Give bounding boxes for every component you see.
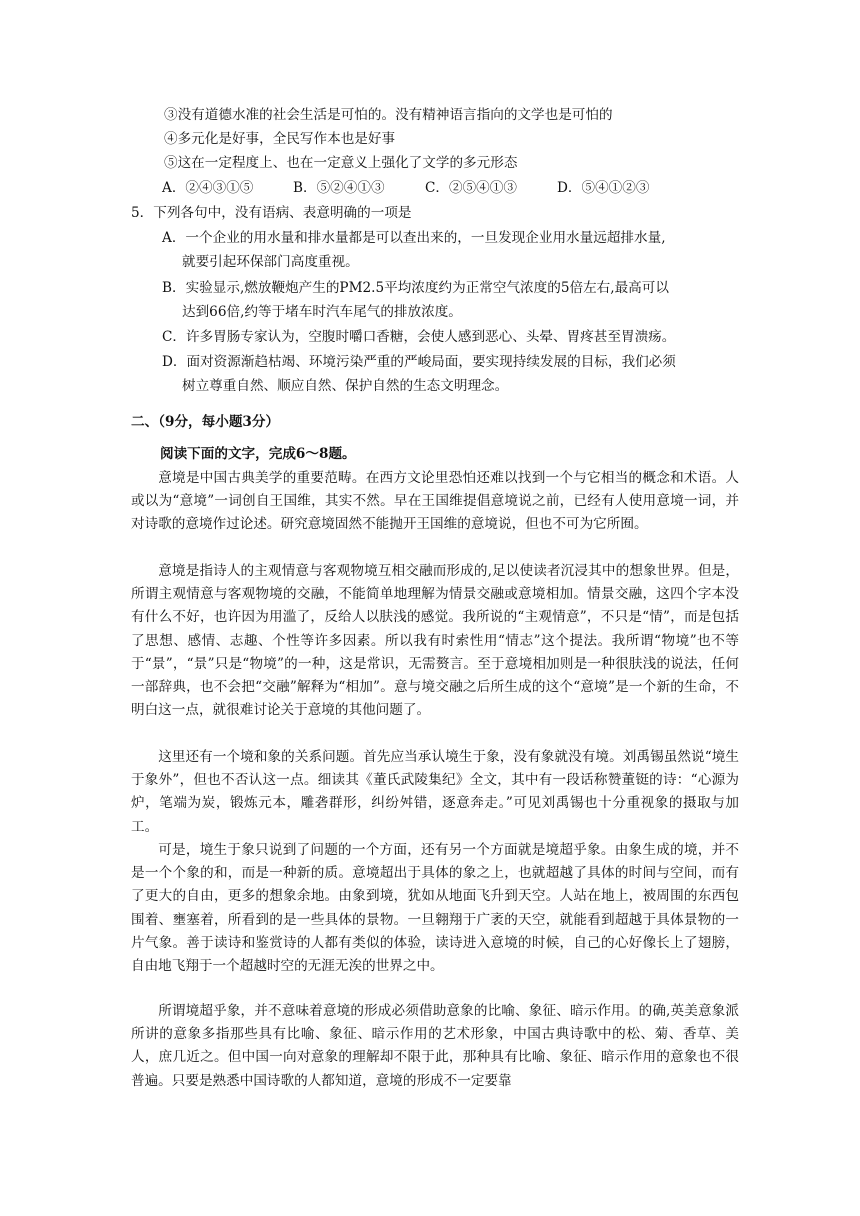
q4-option-d: D．⑤④①②③ [557,180,650,196]
q4-option-b: B．⑤②④①③ [293,180,385,196]
q5-option-a-line1: A．一个企业的用水量和排水量都是可以查出来的，一旦发现企业用水量远超排水量, [162,230,666,246]
passage-paragraph-3: 这里还有一个境和象的关系问题。首先应当承认境生于象，没有象就没有境。刘禹锡虽然说“境生于象外”，但也不否认这一点。细读其《董氏武陵集纪》全文，其中有一段话称赞董铤的诗：“心源为炉，笔端为炭，锻炼元本，雕砻群形，纠纷舛错，逐意奔走。”可见刘禹锡也十分重视象的摄取与加工。 [131,749,739,835]
q5-option-b-line2: 达到66倍,约等于堵车时汽车尾气的排放浓度。 [182,304,462,320]
q5-stem: 5．下列各句中，没有语病、表意明确的一项是 [131,205,412,221]
q4-option-c: C．②⑤④①③ [425,180,517,196]
q4-statement-4: ④多元化是好事，全民写作本也是好事 [164,131,396,147]
passage-paragraph-5: 所谓境超乎象，并不意味着意境的形成必须借助意象的比喻、象征、暗示作用。的确,英美意象派所讲的意象多指那些具有比喻、象征、暗示作用的艺术形象，中国古典诗歌中的松、菊、香草、美人，庶几近之。但中国一向对意象的理解却不限于此，那种具有比喻、象征、暗示作用的意象也不很普遍。只要是熟悉中国诗歌的人都知道，意境的形成不一定要靠 [131,1003,739,1089]
section-2-heading: 二、（9分，每小题3分） [131,414,280,430]
q4-statement-5: ⑤这在一定程度上、也在一定意义上强化了文学的多元形态 [164,155,518,171]
passage-paragraph-2: 意境是指诗人的主观情意与客观物境互相交融而形成的,足以使读者沉浸其中的想象世界。但是，所谓主观情意与客观物境的交融，不能简单地理解为情景交融或意境相加。情景交融，这四个字本没有什么不好，也许因为用滥了，反给人以肤浅的感觉。我所说的“主观情意”，不只是“情”，而是包括了思想、感情、志趣、个性等许多因素。所以我有时索性用“情志”这个提法。我所谓“物境”也不等于“景”，“景”只是“物境”的一种，这是常识，无需赘言。至于意境相加则是一种很肤浅的说法，任何一部辞典，也不会把“交融”解释为“相加”。意与境交融之后所生成的这个“意境”是一个新的生命，不明白这一点，就很难讨论关于意境的其他问题了。 [131,563,739,719]
q4-statement-3: ③没有道德水准的社会生活是可怕的。没有精神语言指向的文学也是可怕的 [164,107,613,123]
q5-option-d-line1: D．面对资源渐趋枯竭、环境污染严重的严峻局面，要实现持续发展的目标，我们必须 [162,354,676,370]
q5-option-b-line1: B．实验显示,燃放鞭炮产生的PM2.5平均浓度约为正常空气浓度的5倍左右,最高可以 [162,280,669,296]
reading-instruction: 阅读下面的文字，完成6～8题。 [160,446,356,462]
passage-paragraph-1: 意境是中国古典美学的重要范畴。在西方文论里恐怕还难以找到一个与它相当的概念和术语。人或以为“意境”一词创自王国维，其实不然。早在王国维提倡意境说之前，已经有人使用意境一词，并对诗歌的意境作过论述。研究意境固然不能抛开王国维的意境说，但也不可为它所囿。 [131,470,739,533]
passage-paragraph-4: 可是，境生于象只说到了问题的一个方面，还有另一个方面就是境超乎象。由象生成的境，并不是一个个象的和，而是一种新的质。意境超出于具体的象之上，也就超越了具体的时间与空间，而有了更大的自由，更多的想象余地。由象到境，犹如从地面飞升到天空。人站在地上，被周围的东西包围着、壅塞着，所看到的是一些具体的景物。一旦翱翔于广袤的天空，就能看到超越于具体景物的一片气象。善于读诗和鉴赏诗的人都有类似的体验，读诗进入意境的时候，自己的心好像长上了翅膀，自由地飞翔于一个超越时空的无涯无涘的世界之中。 [131,842,739,975]
q5-option-d-line2: 树立尊重自然、顺应自然、保护自然的生态文明理念。 [182,378,509,394]
q5-option-c: C．许多胃肠专家认为，空腹时嚼口香糖，会使人感到恶心、头晕、胃疼甚至胃溃疡。 [162,329,676,345]
q5-option-a-line2: 就要引起环保部门高度重视。 [182,254,359,270]
q4-option-a: A．②④③①⑤ [162,180,254,196]
